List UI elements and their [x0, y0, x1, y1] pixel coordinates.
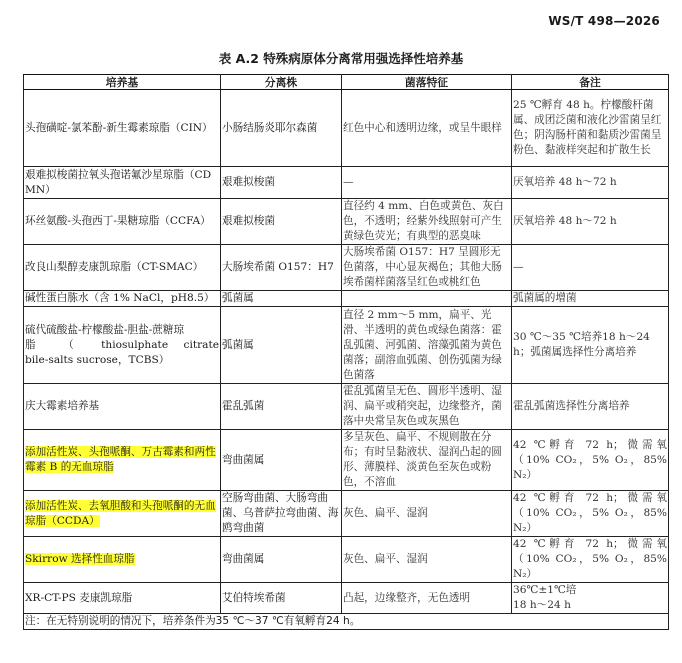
- isolate-cell: 弯曲菌属: [221, 430, 342, 491]
- medium-cell: [24, 491, 221, 537]
- isolate-cell: 霍乱弧菌: [221, 384, 342, 430]
- note-cell: 30 ℃～35 ℃培养18 h～24 h；弧菌属选择性分离培养: [512, 307, 669, 384]
- note-cell: [512, 537, 669, 583]
- isolate-cell: 弧菌属: [221, 291, 342, 307]
- column-header-note: 备注: [512, 75, 669, 90]
- note-cell: 弧菌属的增菌: [512, 291, 669, 307]
- medium-cell: [24, 307, 221, 384]
- colony-cell: 大肠埃希菌 O157：H7 呈圆形无色菌落，中心显灰褐色；其他大肠埃希菌样菌落呈红色或桃红色: [342, 245, 512, 291]
- note-line: N₂）: [513, 468, 538, 481]
- note-line: （10% CO₂，5% O₂，85%: [513, 453, 667, 466]
- table-row: [24, 245, 669, 291]
- note-cell: —: [512, 245, 669, 291]
- note-line: （10% CO₂，5% O₂，85%: [513, 553, 667, 565]
- medium-cell: 头孢磺啶-氯苯酚-新生霉素琼脂（CIN）: [24, 90, 221, 167]
- colony-cell: 灰色、扁平、湿润: [342, 537, 512, 583]
- table-row: [24, 199, 669, 245]
- table-row: [24, 167, 669, 199]
- column-header-medium: 培养基: [24, 75, 221, 90]
- note-line: （10% CO₂，5% O₂，85%: [513, 507, 667, 519]
- highlighted-medium: 添加活性炭、去氧胆酸和头孢哌酮的无血琼脂（CCDA）: [25, 499, 216, 527]
- note-cell: 霍乱弧菌选择性分离培养: [512, 384, 669, 430]
- isolate-cell: 艰难拟梭菌: [221, 167, 342, 199]
- note-cell: [512, 491, 669, 537]
- note-line: N₂）: [513, 568, 538, 580]
- isolate-cell: 空肠弯曲菌、大肠弯曲菌、乌普萨拉弯曲菌、海鸥弯曲菌: [221, 491, 342, 537]
- colony-cell: 多呈灰色、扁平、不规则散在分布；有时呈黏液状、湿润凸起的圆形、薄膜样、淡黄色至灰色或粉色，不溶血: [342, 430, 512, 491]
- medium-cell: 艰难拟梭菌拉氧头孢诺氟沙星琼脂（CDMN）: [24, 167, 221, 199]
- colony-cell: 直径 2 mm～5 mm，扁平、光滑、半透明的黄色或绿色菌落：霍乱弧菌、河弧菌、溶藻弧菌为黄色菌落；副溶血弧菌、创伤弧菌为绿色菌落: [342, 307, 512, 384]
- medium-cell: [24, 430, 221, 491]
- medium-cell: [24, 537, 221, 583]
- note-line: N₂）: [513, 522, 538, 534]
- table-row: [24, 583, 669, 614]
- note-line: 18 h～24 h: [513, 599, 571, 611]
- note-cell: 厌氧培养 48 h～72 h: [512, 167, 669, 199]
- isolate-cell: 艰难拟梭菌: [221, 199, 342, 245]
- medium-line: bile-salts sucrose，TCBS）: [25, 353, 170, 366]
- medium-cell: 碱性蛋白胨水（含 1% NaCl，pH8.5）: [24, 291, 221, 307]
- isolate-cell: 弯曲菌属: [221, 537, 342, 583]
- media-table: [23, 74, 669, 630]
- table-row: [24, 491, 669, 537]
- medium-line: 脂 （ thiosulphate citrate: [25, 338, 219, 351]
- isolate-cell: 弧菌属: [221, 307, 342, 384]
- medium-cell: 改良山梨醇麦康凯琼脂（CT-SMAC）: [24, 245, 221, 291]
- column-header-isolate: 分离株: [221, 75, 342, 90]
- note-line: 42 ℃孵育 72 h；微需氧: [513, 438, 667, 451]
- footnote-row: [24, 614, 669, 630]
- table-title: 表 A.2 特殊病原体分离常用强选择性培养基: [218, 51, 464, 66]
- table-row: [24, 307, 669, 384]
- table-row: [24, 430, 669, 491]
- highlighted-medium: 添加活性炭、头孢哌酮、万古霉素和两性霉素 B 的无血琼脂: [25, 446, 216, 473]
- colony-cell: 直径约 4 mm、白色或黄色、灰白色，不透明；经紫外线照射可产生黄绿色荧光；有典型的恶臭味: [342, 199, 512, 245]
- medium-cell: 环丝氨酸-头孢西丁-果糖琼脂（CCFA）: [24, 199, 221, 245]
- medium-line: 硫代硫酸盐-柠檬酸盐-胆盐-蔗糖琼: [25, 323, 185, 336]
- table-row: [24, 291, 669, 307]
- note-line: 42 ℃孵育 72 h；微需氧: [513, 538, 667, 550]
- note-cell: 25 ℃孵育 48 h。柠檬酸杆菌属、成团泛菌和液化沙雷菌呈红色；阴沟肠杆菌和黏质沙雷菌呈粉色、黏液样突起和扩散生长: [512, 90, 669, 167]
- colony-cell: 霍乱弧菌呈无色、圆形半透明、湿润、扁平或稍突起，边缘整齐，菌落中央常呈灰色或灰黑色: [342, 384, 512, 430]
- table-row: [24, 384, 669, 430]
- note-line: 42 ℃孵育 72 h；微需氧: [513, 492, 667, 504]
- note-cell: 厌氧培养 48 h～72 h: [512, 199, 669, 245]
- colony-cell: 凸起，边缘整齐，无色透明: [342, 583, 512, 614]
- standard-code: WS/T 498—2026: [548, 14, 660, 28]
- table-row: [24, 90, 669, 167]
- highlighted-medium: Skirrow 选择性血琼脂: [25, 553, 135, 565]
- footnote: 注：在无特别说明的情况下，培养条件为35 ℃～37 ℃有氧孵育24 h。: [24, 614, 669, 630]
- isolate-cell: 小肠结肠炎耶尔森菌: [221, 90, 342, 167]
- note-cell: [512, 430, 669, 491]
- table-row: [24, 537, 669, 583]
- medium-cell: 庆大霉素培养基: [24, 384, 221, 430]
- header-row: [24, 75, 669, 90]
- medium-cell: XR-CT-PS 麦康凯琼脂: [24, 583, 221, 614]
- note-line: 36℃±1℃培: [513, 584, 577, 596]
- colony-cell: 灰色、扁平、湿润: [342, 491, 512, 537]
- note-cell: [512, 583, 669, 614]
- colony-cell: 红色中心和透明边缘，或呈牛眼样: [342, 90, 512, 167]
- isolate-cell: 艾伯特埃希菌: [221, 583, 342, 614]
- isolate-cell: 大肠埃希菌 O157：H7: [221, 245, 342, 291]
- column-header-colony: 菌落特征: [342, 75, 512, 90]
- colony-cell: —: [342, 167, 512, 199]
- colony-cell: [342, 291, 512, 307]
